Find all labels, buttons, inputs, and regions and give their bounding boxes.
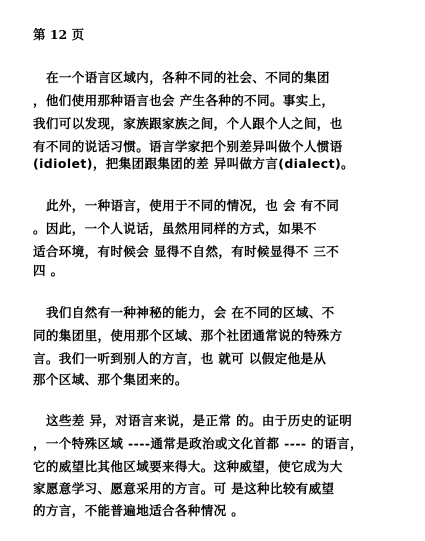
paragraph-1-line-2: ，他们使用那种语言也会 产生各种的不同。事实上， (33, 93, 335, 108)
paragraph-4-line-1: 这些差 异，对语言来说，是正常 的。由于历史的证明 (46, 413, 353, 428)
paragraph-4-line-3: 它的威望比其他区域要来得大。这种威望，使它成为大 (33, 459, 343, 474)
paragraph-2-line-4: 四 。 (33, 263, 64, 278)
paragraph-3-line-2: 同的集团里，使用那个区域、那个社团通常说的特殊方 (33, 328, 343, 343)
paragraph-3-line-3: 言。我们一听到别人的方言，也 就可 以假定他是从 (33, 351, 327, 366)
paragraph-4-line-4: 家愿意学习、愿意采用的方言。可 是这种比较有威望 (33, 481, 335, 496)
paragraph-4-line-5: 的方言，不能普遍地适合各种情况 。 (33, 503, 245, 518)
paragraph-2-line-1: 此外，一种语言，使用于不同的情况，也 会 有不同 (46, 198, 340, 213)
paragraph-1-line-1: 在一个语言区域内，各种不同的社会、不同的集团 (46, 70, 330, 85)
paragraph-1-line-5: (idiolet)，把集团跟集团的差 异叫做方言(dialect)。 (33, 156, 354, 171)
paragraph-3-line-1: 我们自然有一种神秘的能力，会 在不同的区域、不 (46, 305, 335, 320)
paragraph-2-line-2: 。因此，一个人说话，虽然用同样的方式，如果不 (33, 221, 317, 236)
paragraph-1-line-3: 我们可以发现，家族跟家族之间，个人跟个人之间，也 (33, 116, 343, 131)
page-number: 第 12 页 (33, 27, 85, 42)
paragraph-2-line-3: 适合环境，有时候会 显得不自然，有时候显得不 三不 (33, 244, 340, 259)
paragraph-1-line-4: 有不同的说话习惯。语言学家把个别差异叫做个人惯语 (33, 139, 343, 154)
paragraph-3-line-4: 那个区域、那个集团来的。 (33, 372, 188, 387)
paragraph-4-line-2: ，一个特殊区域 ----通常是政治或文化首都 ---- 的语言， (33, 436, 363, 451)
